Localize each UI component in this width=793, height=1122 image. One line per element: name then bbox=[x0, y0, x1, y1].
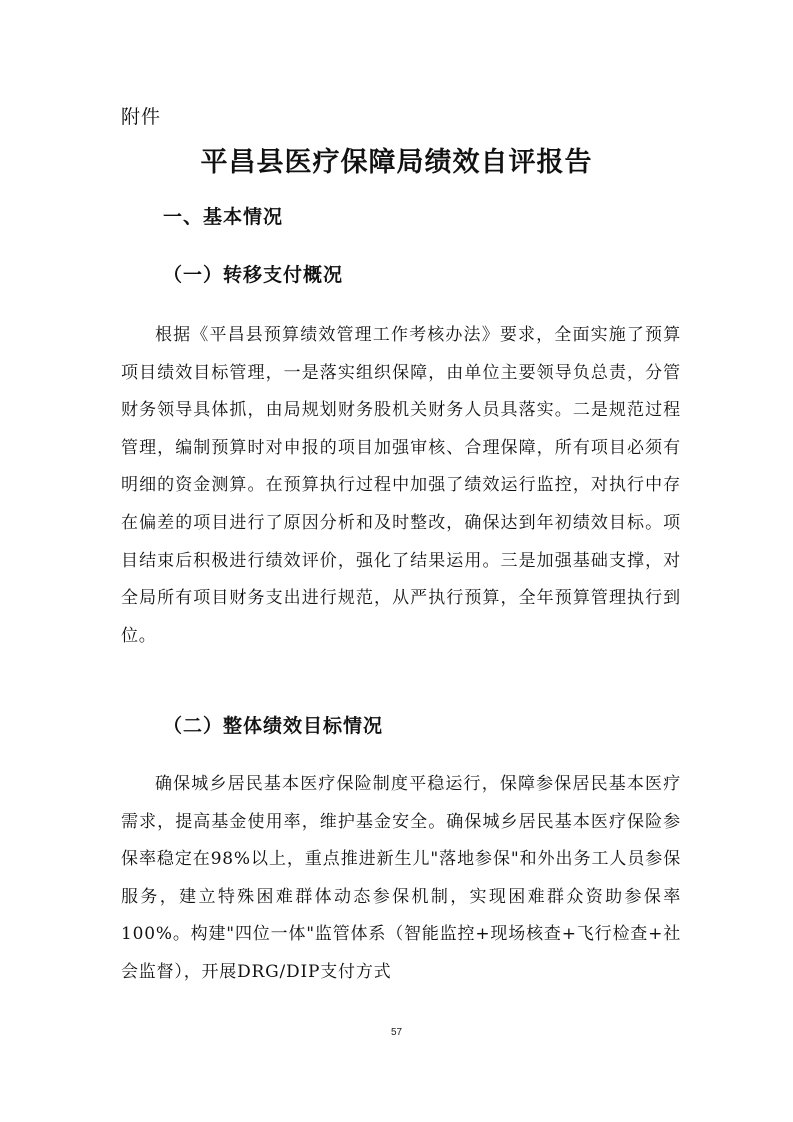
document-title: 平昌县医疗保障局绩效自评报告 bbox=[200, 147, 593, 178]
subsection-heading-overall-goals: （二）整体绩效目标情况 bbox=[163, 715, 384, 737]
attachment-label: 附件 bbox=[121, 106, 162, 128]
paragraph-overall-goals: 确保城乡居民基本医疗保险制度平稳运行，保障参保居民基本医疗需求，提高基金使用率，维护基金安全。确保城乡居民基本医疗保险参保率稳定在98%以上，重点推进新生儿"落地参保"和外出务工人员参保服务，建立特殊困难群体动态参保机制，实现困难群众资助参保率100%。构建"四位一体"监管体系（智能监控+现场核查+飞行检查+社会监督），开展DRG/DIP支付方式 bbox=[121, 774, 681, 982]
paragraph-transfer-payment: 根据《平昌县预算绩效管理工作考核办法》要求，全面实施了预算项目绩效目标管理，一是落实组织保障，由单位主要领导负总责，分管财务领导具体抓，由局规划财务股机关财务人员具落实。二是规范过程管理，编制预算时对申报的项目加强审核、合理保障，所有项目必须有明细的资金测算。在预算执行过程中加强了绩效运行监控，对执行中存在偏差的项目进行了原因分析和及时整改，确保达到年初绩效目标。项目结束后积极进行绩效评价，强化了结果运用。三是加强基础支撑，对全局所有项目财务支出进行规范，从严执行预算，全年预算管理执行到位。 bbox=[121, 325, 681, 646]
subsection-heading-transfer-payment: （一）转移支付概况 bbox=[163, 264, 344, 286]
page-number: 57 bbox=[390, 1027, 403, 1038]
section-heading-basic-situation: 一、基本情况 bbox=[163, 206, 284, 228]
